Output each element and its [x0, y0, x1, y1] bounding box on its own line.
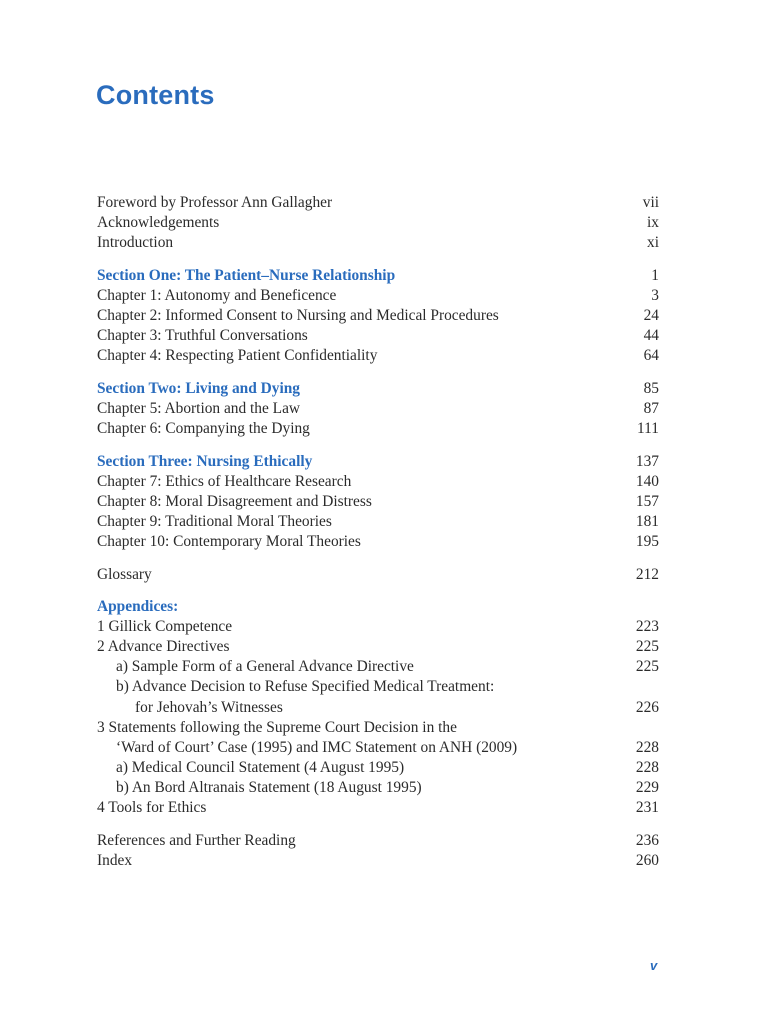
- glossary-group: [97, 565, 659, 585]
- entry-page: 111: [637, 419, 659, 437]
- entry-page: vii: [642, 194, 659, 211]
- section-two-heading[interactable]: [97, 379, 659, 399]
- toc-entry-chapter-5[interactable]: [97, 399, 659, 419]
- entry-label: Index: [97, 851, 133, 869]
- toc-entry-index[interactable]: [97, 851, 659, 871]
- toc-entry-introduction[interactable]: [97, 233, 659, 253]
- section-page: 137: [635, 452, 659, 470]
- entry-label: Chapter 8: Moral Disagreement and Distress: [97, 492, 372, 510]
- entry-label: Glossary: [97, 565, 152, 583]
- toc-entry-references[interactable]: [97, 831, 659, 851]
- toc-entry-appendix-2b-cont[interactable]: [97, 698, 659, 718]
- toc-entry-appendix-2a[interactable]: [97, 657, 659, 677]
- appendices-group: [97, 597, 659, 818]
- entry-label: Chapter 7: Ethics of Healthcare Research: [97, 472, 352, 490]
- toc-entry-chapter-7[interactable]: [97, 472, 659, 492]
- entry-label: b) An Bord Altranais Statement (18 August 1995): [116, 778, 422, 796]
- entry-label: a) Medical Council Statement (4 August 1995): [116, 758, 405, 776]
- section-one-group: [97, 266, 659, 366]
- toc-entry-appendix-3[interactable]: [97, 718, 659, 738]
- front-matter-group: [97, 193, 659, 253]
- entry-page: 181: [635, 512, 659, 530]
- entry-label: for Jehovah’s Witnesses: [135, 698, 283, 716]
- toc-entry-chapter-6[interactable]: [97, 419, 659, 439]
- page-number: v: [650, 958, 658, 973]
- toc-entry-appendix-3a[interactable]: [97, 758, 659, 778]
- entry-label: Chapter 10: Contemporary Moral Theories: [97, 532, 361, 550]
- back-matter-group: [97, 831, 659, 871]
- toc-entry-chapter-9[interactable]: [97, 512, 659, 532]
- entry-page: 157: [635, 492, 659, 510]
- entry-label: Chapter 5: Abortion and the Law: [97, 399, 301, 417]
- entry-label: 3 Statements following the Supreme Court Decision in the: [97, 718, 457, 736]
- entry-page: 87: [643, 399, 659, 417]
- entry-label: Chapter 9: Traditional Moral Theories: [97, 512, 332, 530]
- entry-page: xi: [647, 234, 659, 252]
- toc-entry-chapter-4[interactable]: [97, 346, 659, 366]
- entry-label: 1 Gillick Competence: [97, 618, 233, 636]
- entry-label: Introduction: [97, 234, 174, 252]
- section-label: Appendices:: [97, 598, 179, 616]
- entry-label: 2 Advance Directives: [97, 638, 230, 656]
- entry-page: 140: [635, 472, 659, 490]
- entry-page: 228: [635, 738, 659, 756]
- entry-page: 64: [643, 347, 659, 365]
- table-of-contents: [97, 193, 659, 883]
- entry-page: 229: [635, 778, 659, 796]
- entry-label: ‘Ward of Court’ Case (1995) and IMC Statement on ANH (2009): [116, 738, 518, 756]
- toc-entry-chapter-3[interactable]: [97, 326, 659, 346]
- entry-page: 260: [635, 851, 659, 869]
- entry-page: 44: [643, 327, 659, 345]
- entry-page: 236: [635, 831, 659, 849]
- page-title: Contents: [96, 80, 215, 110]
- entry-page: 225: [635, 658, 659, 676]
- toc-entry-appendix-3b[interactable]: [97, 778, 659, 798]
- entry-label: Chapter 3: Truthful Conversations: [97, 327, 308, 345]
- toc-entry-chapter-10[interactable]: [97, 532, 659, 552]
- toc-entry-appendix-2[interactable]: [97, 637, 659, 657]
- entry-page: 24: [643, 306, 659, 324]
- entry-label: Chapter 4: Respecting Patient Confidentiality: [97, 347, 378, 365]
- section-page: 1: [651, 266, 659, 284]
- toc-entry-appendix-2b[interactable]: [97, 677, 659, 697]
- entry-page: 212: [635, 565, 659, 583]
- toc-entry-appendix-4[interactable]: [97, 798, 659, 818]
- entry-label: Chapter 2: Informed Consent to Nursing and Medical Procedures: [97, 306, 499, 324]
- section-three-heading[interactable]: [97, 452, 659, 472]
- entry-label: Acknowledgements: [97, 214, 220, 232]
- toc-entry-chapter-1[interactable]: [97, 286, 659, 306]
- toc-entry-chapter-8[interactable]: [97, 492, 659, 512]
- section-label: Section Three: Nursing Ethically: [97, 452, 313, 470]
- entry-page: ix: [647, 214, 659, 232]
- section-label: Section Two: Living and Dying: [97, 379, 300, 397]
- entry-label: References and Further Reading: [97, 831, 296, 849]
- entry-label: a) Sample Form of a General Advance Directive: [116, 658, 414, 676]
- section-three-group: [97, 452, 659, 552]
- entry-page: 231: [635, 799, 659, 817]
- toc-entry-appendix-3-cont[interactable]: [97, 738, 659, 758]
- entry-page: 195: [635, 532, 659, 550]
- toc-entry-acknowledgements[interactable]: [97, 213, 659, 233]
- toc-entry-foreword[interactable]: [97, 193, 659, 213]
- section-one-heading[interactable]: [97, 266, 659, 286]
- appendices-heading: [97, 597, 659, 617]
- entry-page: 225: [635, 638, 659, 656]
- entry-label: Chapter 1: Autonomy and Beneficence: [97, 286, 337, 304]
- entry-label: Foreword by Professor Ann Gallagher: [97, 194, 333, 211]
- toc-entry-appendix-1[interactable]: [97, 617, 659, 637]
- section-two-group: [97, 379, 659, 439]
- entry-label: Chapter 6: Companying the Dying: [97, 419, 310, 437]
- entry-label: 4 Tools for Ethics: [97, 799, 207, 817]
- section-label: Section One: The Patient–Nurse Relationship: [97, 266, 396, 284]
- entry-page: 3: [651, 286, 659, 304]
- entry-page: 223: [635, 618, 659, 636]
- entry-page: 226: [635, 698, 659, 716]
- entry-label: b) Advance Decision to Refuse Specified Medical Treatment:: [116, 678, 495, 696]
- section-page: 85: [643, 379, 659, 397]
- entry-page: 228: [635, 758, 659, 776]
- toc-entry-chapter-2[interactable]: [97, 306, 659, 326]
- toc-entry-glossary[interactable]: [97, 565, 659, 585]
